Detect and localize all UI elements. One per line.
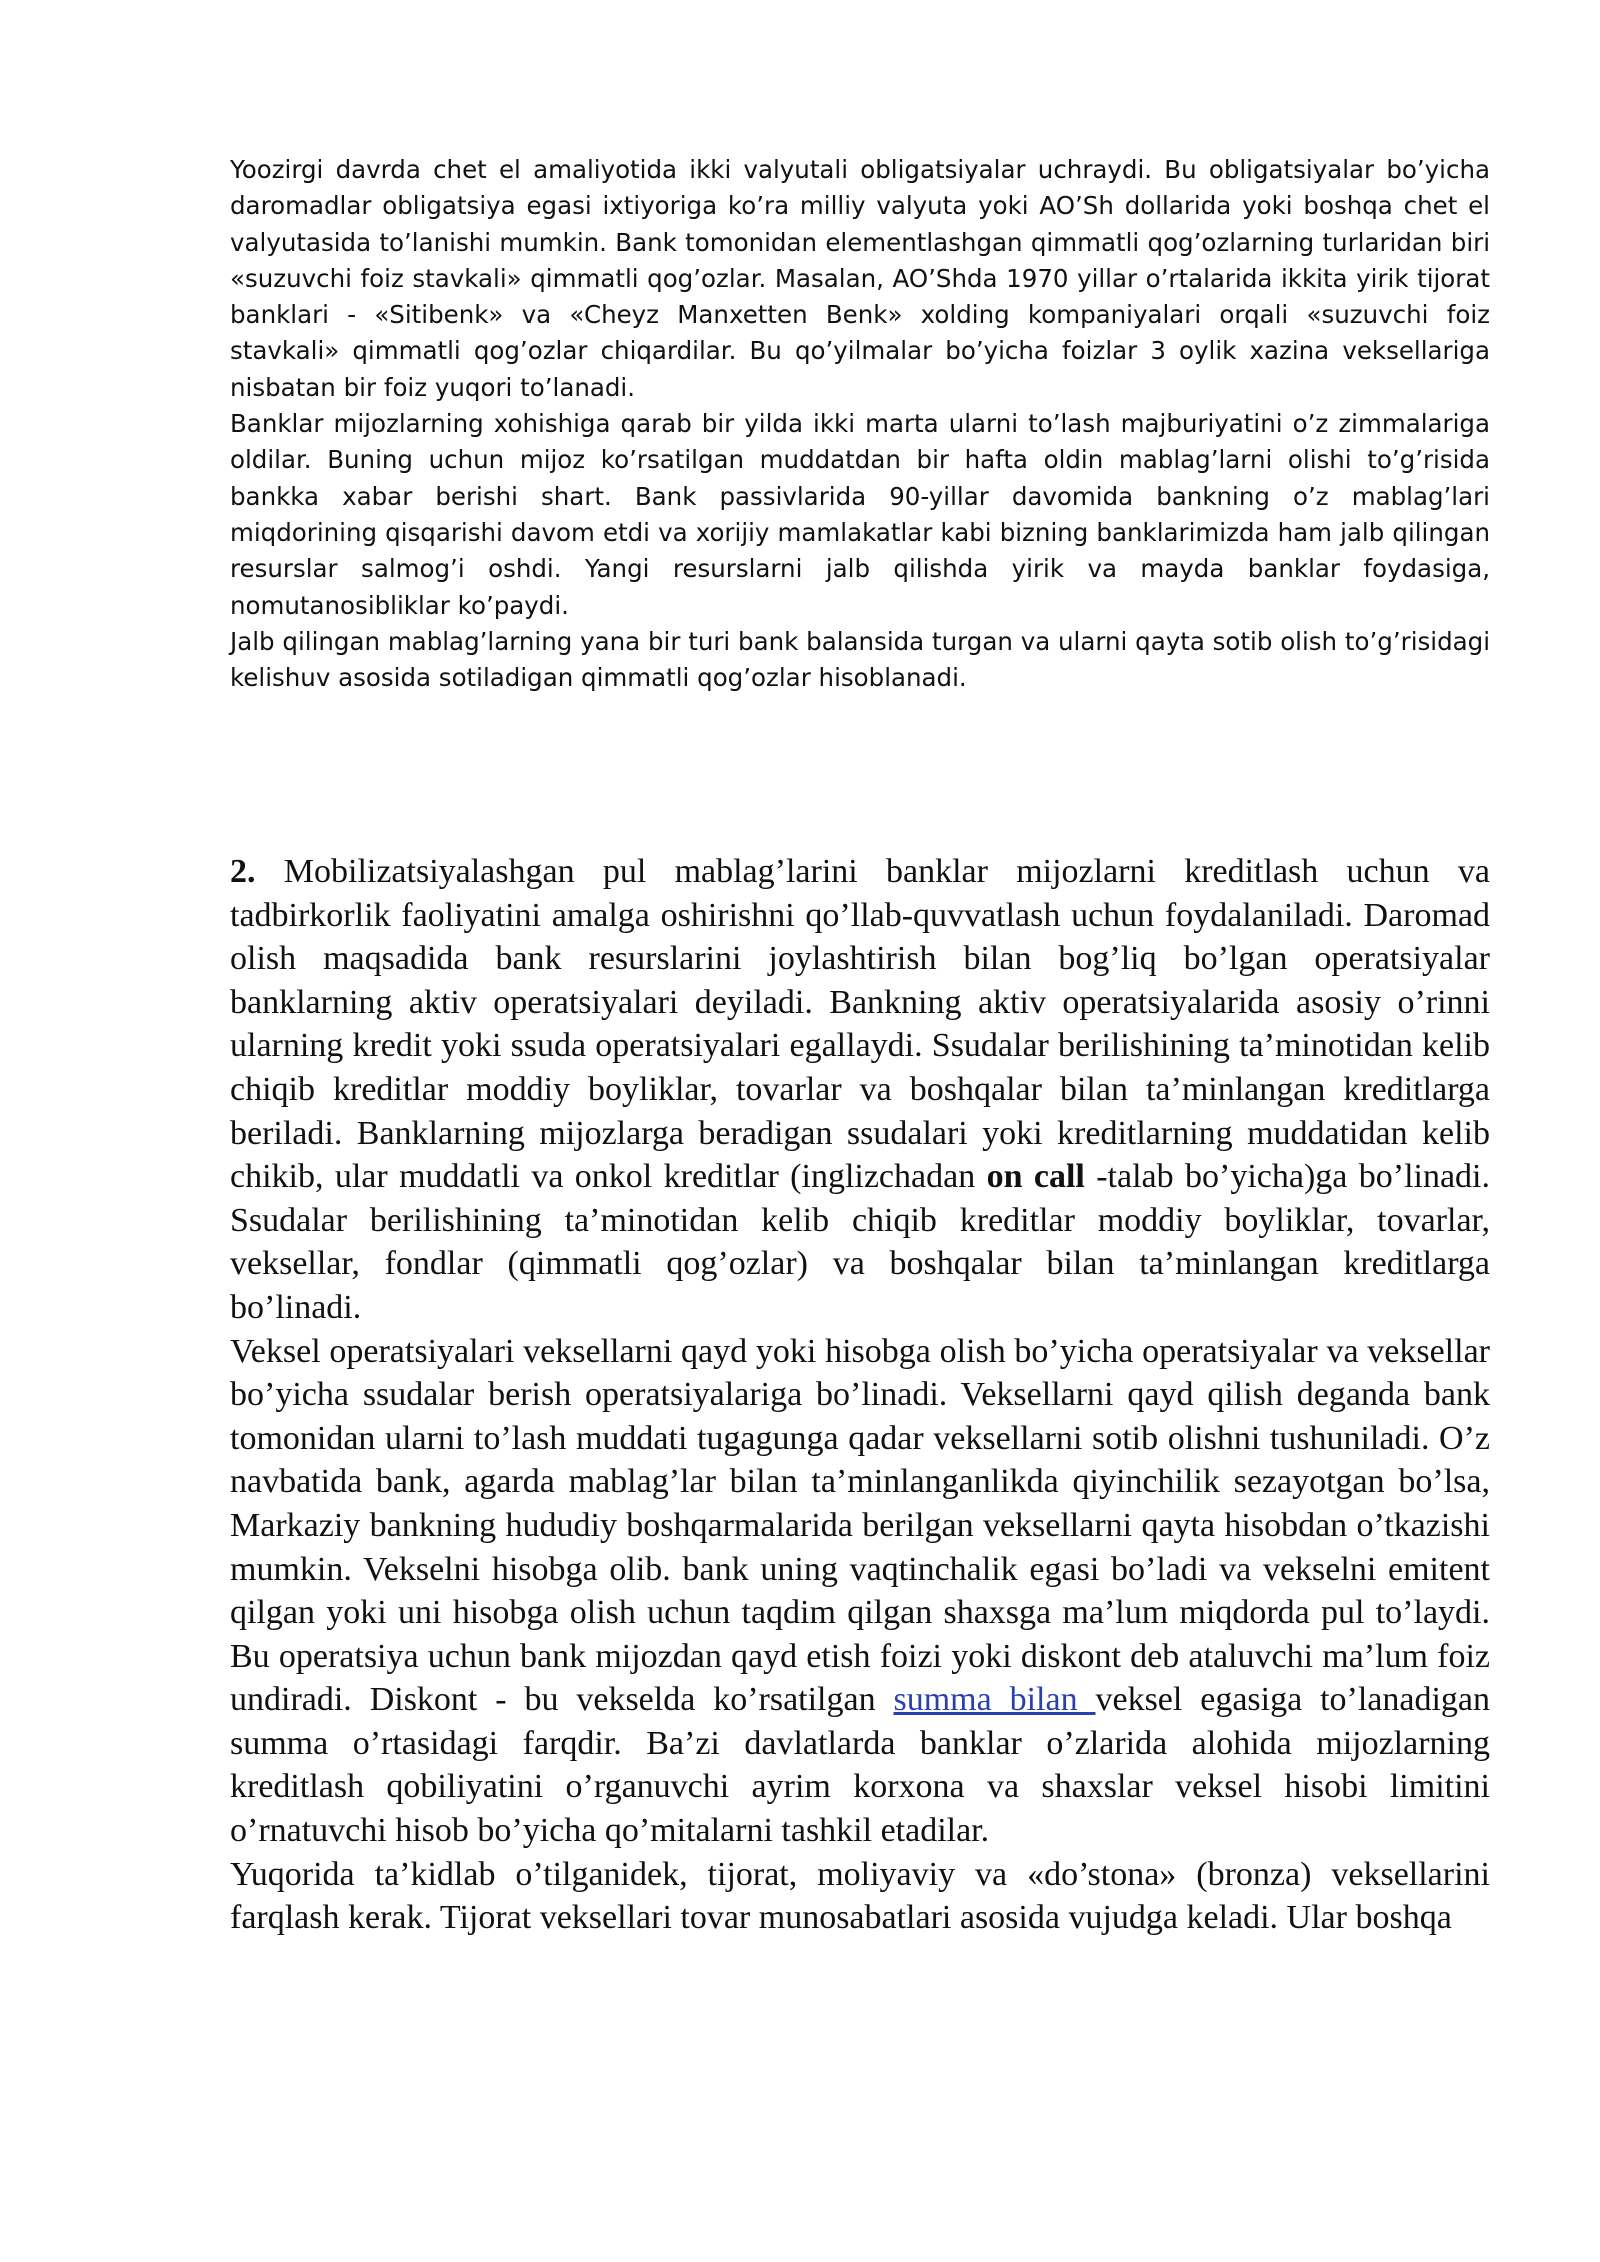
paragraph-text: veksel egasiga to’lanadigan summa o’rtasidagi farqdir. Ba’zi davlatlarda banklar o’zlarida alohida mijozlarning kreditlash qobiliyatini o’rganuvchi ayrim korxona va shaxslar veksel hisobi limitini o’rnatuvchi hisob bo’yicha qo’mitalarni tashkil etadilar. (230, 1681, 1491, 1850)
section-number: 2. (230, 853, 256, 890)
paragraph-text: Mobilizatsiyalashgan pul mablag’larini banklar mijozlarni kreditlash uchun va tadbirkorlik faoliyatini amalga oshirishni qo’llab-quvvatlash uchun foydalaniladi. Daromad olish maqsadida bank resurslarini joylashtirish bilan bog’liq bo’lgan operatsiyalar banklarning aktiv operatsiyalari deyiladi. Bankning aktiv operatsiyalarida asosiy o’rinni ularning kredit yoki ssuda operatsiyalari egallaydi. Ssudalar berilishining ta’minotidan kelib chiqib kreditlar moddiy boyliklar, tovarlar va boshqalar bilan ta’minlangan kreditlarga beriladi. Banklarning mijozlarga beradigan ssudalari yoki kreditlarning muddatidan kelib chikib, ular muddatli va onkol kreditlar (inglizchadan (230, 853, 1490, 1196)
summa-bilan-link[interactable]: summa bilan (893, 1681, 1096, 1719)
serif-text-block (230, 850, 1490, 1940)
paragraph-bill-types: Yuqorida ta’kidlab o’tilganidek, tijorat, moliyaviy va «do’stona» (bronza) veksellarini farqlash kerak. Tijorat veksellari tovar munosabatlari asosida vujudga keladi. Ular boshqa (230, 1855, 1490, 1937)
paragraph-text: Veksel operatsiyalari veksellarni qayd yoki hisobga olish bo’yicha operatsiyalar va veksellar bo’yicha ssudalar berish operatsiyalariga bo’linadi. Veksellarni qayd qilish deganda bank tomonidan ularni to’lash muddati tugagunga qadar veksellarni sotib olishni tushuniladi. O’z navbatida bank, agarda mablag’lar bilan ta’minlanganlikda qiyinchilik sezayotgan bo’lsa, Markaziy bankning hududiy boshqarmalarida berilgan veksellarni qayta hisobdan o’tkazishi mumkin. Vekselni hisobga olib. bank uning vaqtinchalik egasi bo’ladi va vekselni emitent qilgan yoki uni hisobga olish uchun taqdim qilgan shaxsga ma’lum miqdorda pul to’laydi. Bu operatsiya uchun bank mijozdan qayd etish foizi yoki diskont deb ataluvchi ma’lum foiz undiradi. Diskont - bu vekselda ko’rsatilgan (230, 1332, 1490, 1719)
paragraph-obligations: Yoozirgi davrda chet el amaliyotida ikki valyutali obligatsiyalar uchraydi. Bu obligatsiyalar bo’yicha daromadlar obligatsiya egasi ixtiyoriga ko’ra milliy valyuta yoki AO’Sh dollarida yoki boshqa chet el valyutasida to’lanishi mumkin. Bank tomonidan elementlashgan qimmatli qog’ozlarning turlaridan biri «suzuvchi foiz stavkali» qimmatli qog’ozlar. Masalan, AO’Shda 1970 yillar o’rtalarida ikkita yirik tijorat banklari - «Sitibenk» va «Cheyz Manxetten Benk» xolding kompaniyalari orqali «suzuvchi foiz stavkali» qimmatli qog’ozlar chiqardilar. Bu qo’yilmalar bo’yicha foizlar 3 oylik xazina veksellariga nisbatan bir foiz yuqori to’lanadi. (230, 155, 1490, 402)
paragraph-repurchase: Jalb qilingan mablag’larning yana bir turi bank balansida turgan va ularni qayta sotib olish to’g’risidagi kelishuv asosida sotiladigan qimmatli qog’ozlar hisoblanadi. (230, 626, 1490, 693)
on-call-term: on call (986, 1158, 1085, 1196)
paragraph-active-operations (230, 850, 1490, 1330)
sans-text-block (230, 152, 1490, 696)
paragraph-text: -talab bo’yicha)ga bo’linadi. Ssudalar berilishining ta’minotidan kelib chiqib kreditlar moddiy boyliklar, tovarlar, veksellar, fondlar (qimmatli qog’ozlar) va boshqalar bilan ta’minlangan kreditlarga bo’linadi. (230, 1158, 1490, 1326)
paragraph-bank-resources: Banklar mijozlarning xohishiga qarab bir yilda ikki marta ularni to’lash majburiyatini o’z zimmalariga oldilar. Buning uchun mijoz ko’rsatilgan muddatdan bir hafta oldin mablag’larni olishi to’g’risida bankka xabar berishi shart. Bank passivlarida 90-yillar davomida bankning o’z mablag’lari miqdorining qisqarishi davom etdi va xorijiy mamlakatlar kabi bizning banklarimizda ham jalb qilingan resurslar salmog’i oshdi. Yangi resurslarni jalb qilishda yirik va mayda banklar foydasiga, nomutanosibliklar ko’paydi. (230, 409, 1490, 620)
paragraph-bill-operations (230, 1330, 1490, 1853)
